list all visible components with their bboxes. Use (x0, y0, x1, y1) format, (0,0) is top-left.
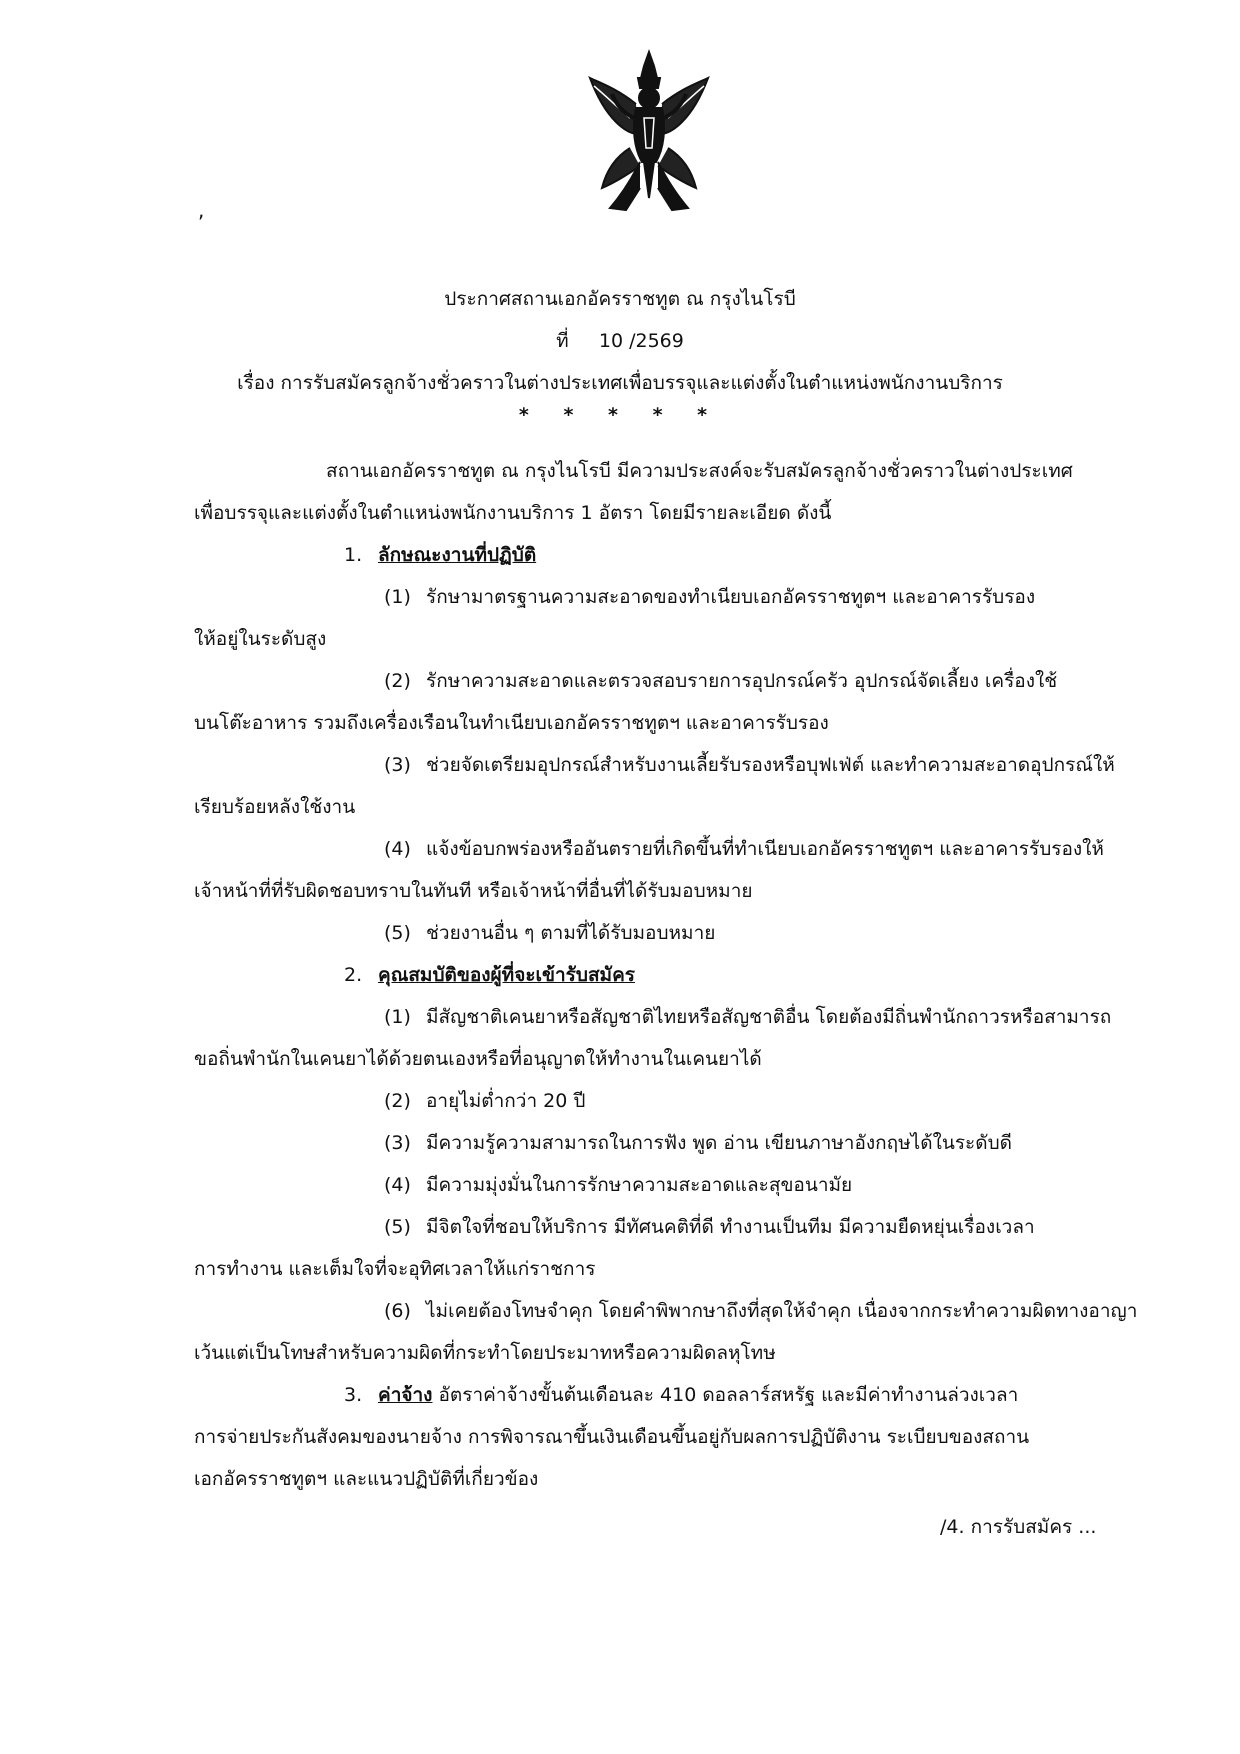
announcement-title: ประกาศสถานเอกอัครราชทูต ณ กรุงไนโรบี (444, 288, 796, 310)
item-number: (3) (384, 754, 411, 776)
section-2-heading (344, 962, 635, 988)
list-item (384, 584, 1035, 610)
section-1-number: 1. (344, 544, 363, 566)
section-1-title: ลักษณะงานที่ปฏิบัติ (378, 544, 537, 566)
announcement-subject: เรื่อง การรับสมัครลูกจ้างชั่วคราวในต่างประเทศเพื่อบรรจุและแต่งตั้งในตำแหน่งพนักงานบริการ (237, 372, 1003, 394)
item-continuation: เจ้าหน้าที่ที่รับผิดชอบทราบในทันที หรือเจ้าหน้าที่อื่นที่ได้รับมอบหมาย (194, 880, 753, 902)
section-3-heading (344, 1382, 1018, 1408)
item-number: (4) (384, 1174, 411, 1196)
item-number: (2) (384, 1090, 411, 1112)
item-text: ไม่เคยต้องโทษจำคุก โดยคำพิพากษาถึงที่สุดให้จำคุก เนื่องจากกระทำความผิดทางอาญา (426, 1300, 1138, 1322)
stray-mark: , (198, 198, 205, 222)
item-continuation: การทำงาน และเต็มใจที่จะอุทิศเวลาให้แก่ราชการ (194, 1258, 596, 1280)
list-item (384, 920, 715, 946)
list-item (384, 668, 1057, 694)
list-item (384, 836, 1104, 862)
item-continuation: ขอถิ่นพำนักในเคนยาได้ด้วยตนเองหรือที่อนุญาตให้ทำงานในเคนยาได้ (194, 1048, 762, 1070)
list-item (384, 1088, 585, 1114)
item-continuation: บนโต๊ะอาหาร รวมถึงเครื่องเรือนในทำเนียบเอกอัครราชทูตฯ และอาคารรับรอง (194, 712, 829, 734)
item-text: มีสัญชาติเคนยาหรือสัญชาติไทยหรือสัญชาติอื่น โดยต้องมีถิ่นพำนักถาวรหรือสามารถ (426, 1006, 1112, 1028)
list-item (384, 752, 1115, 778)
item-text: มีความมุ่งมั่นในการรักษาความสะอาดและสุขอนามัย (426, 1174, 853, 1196)
item-text: รักษามาตรฐานความสะอาดของทำเนียบเอกอัครราชทูตฯ และอาคารรับรอง (426, 586, 1036, 608)
item-text: มีความรู้ความสามารถในการฟัง พูด อ่าน เขียนภาษาอังกฤษได้ในระดับดี (426, 1132, 1012, 1154)
item-number: (1) (384, 1006, 411, 1028)
page-continuation-note: /4. การรับสมัคร ... (940, 1516, 1097, 1538)
item-number: (4) (384, 838, 411, 860)
garuda-emblem-icon (586, 48, 712, 218)
list-item (384, 1130, 1012, 1156)
item-number: (2) (384, 670, 411, 692)
item-text: แจ้งข้อบกพร่องหรืออันตรายที่เกิดขึ้นที่ทำเนียบเอกอัครราชทูตฯ และอาคารรับรองให้ (426, 838, 1104, 860)
section-2-title: คุณสมบัติของผู้ที่จะเข้ารับสมัคร (378, 964, 635, 986)
section-3-continuation-2: เอกอัครราชทูตฯ และแนวปฏิบัติที่เกี่ยวข้อง (194, 1468, 539, 1490)
item-number: (6) (384, 1300, 411, 1322)
item-text: รักษาความสะอาดและตรวจสอบรายการอุปกรณ์ครัว อุปกรณ์จัดเลี้ยง เครื่องใช้ (426, 670, 1058, 692)
number-value: 10 /2569 (598, 330, 684, 352)
intro-line-2: เพื่อบรรจุและแต่งตั้งในตำแหน่งพนักงานบริการ 1 อัตรา โดยมีรายละเอียด ดังนี้ (194, 502, 832, 524)
section-3-number: 3. (344, 1384, 363, 1406)
section-2-number: 2. (344, 964, 363, 986)
item-continuation: ให้อยู่ในระดับสูง (194, 628, 327, 650)
item-number: (5) (384, 922, 411, 944)
item-number: (1) (384, 586, 411, 608)
separator-stars: * * * * * (518, 404, 722, 426)
list-item (384, 1298, 1137, 1324)
item-continuation: เว้นแต่เป็นโทษสำหรับความผิดที่กระทำโดยประมาทหรือความผิดลหุโทษ (194, 1342, 776, 1364)
intro-line-1: สถานเอกอัครราชทูต ณ กรุงไนโรบี มีความประสงค์จะรับสมัครลูกจ้างชั่วคราวในต่างประเทศ (326, 460, 1073, 482)
section-3-title: ค่าจ้าง (378, 1384, 433, 1406)
announcement-number (0, 326, 1240, 356)
item-continuation: เรียบร้อยหลังใช้งาน (194, 796, 356, 818)
item-text: มีจิตใจที่ชอบให้บริการ มีทัศนคติที่ดี ทำงานเป็นทีม มีความยืดหยุ่นเรื่องเวลา (426, 1216, 1035, 1238)
list-item (384, 1172, 852, 1198)
section-3-continuation-1: การจ่ายประกันสังคมของนายจ้าง การพิจารณาขึ้นเงินเดือนขึ้นอยู่กับผลการปฏิบัติงาน ระเบียบของสถาน (194, 1426, 1030, 1448)
item-number: (5) (384, 1216, 411, 1238)
item-number: (3) (384, 1132, 411, 1154)
item-text: ช่วยงานอื่น ๆ ตามที่ได้รับมอบหมาย (426, 922, 716, 944)
list-item (384, 1214, 1035, 1240)
section-3-text: อัตราค่าจ้างขั้นต้นเดือนละ 410 ดอลลาร์สหรัฐ และมีค่าทำงานล่วงเวลา (438, 1384, 1019, 1406)
item-text: อายุไม่ต่ำกว่า 20 ปี (426, 1090, 586, 1112)
item-text: ช่วยจัดเตรียมอุปกรณ์สำหรับงานเลี้ยรับรองหรือบุฟเฟ่ต์ และทำความสะอาดอุปกรณ์ให้ (426, 754, 1115, 776)
section-1-heading (344, 542, 536, 568)
number-label: ที่ (556, 330, 569, 352)
list-item (384, 1004, 1111, 1030)
